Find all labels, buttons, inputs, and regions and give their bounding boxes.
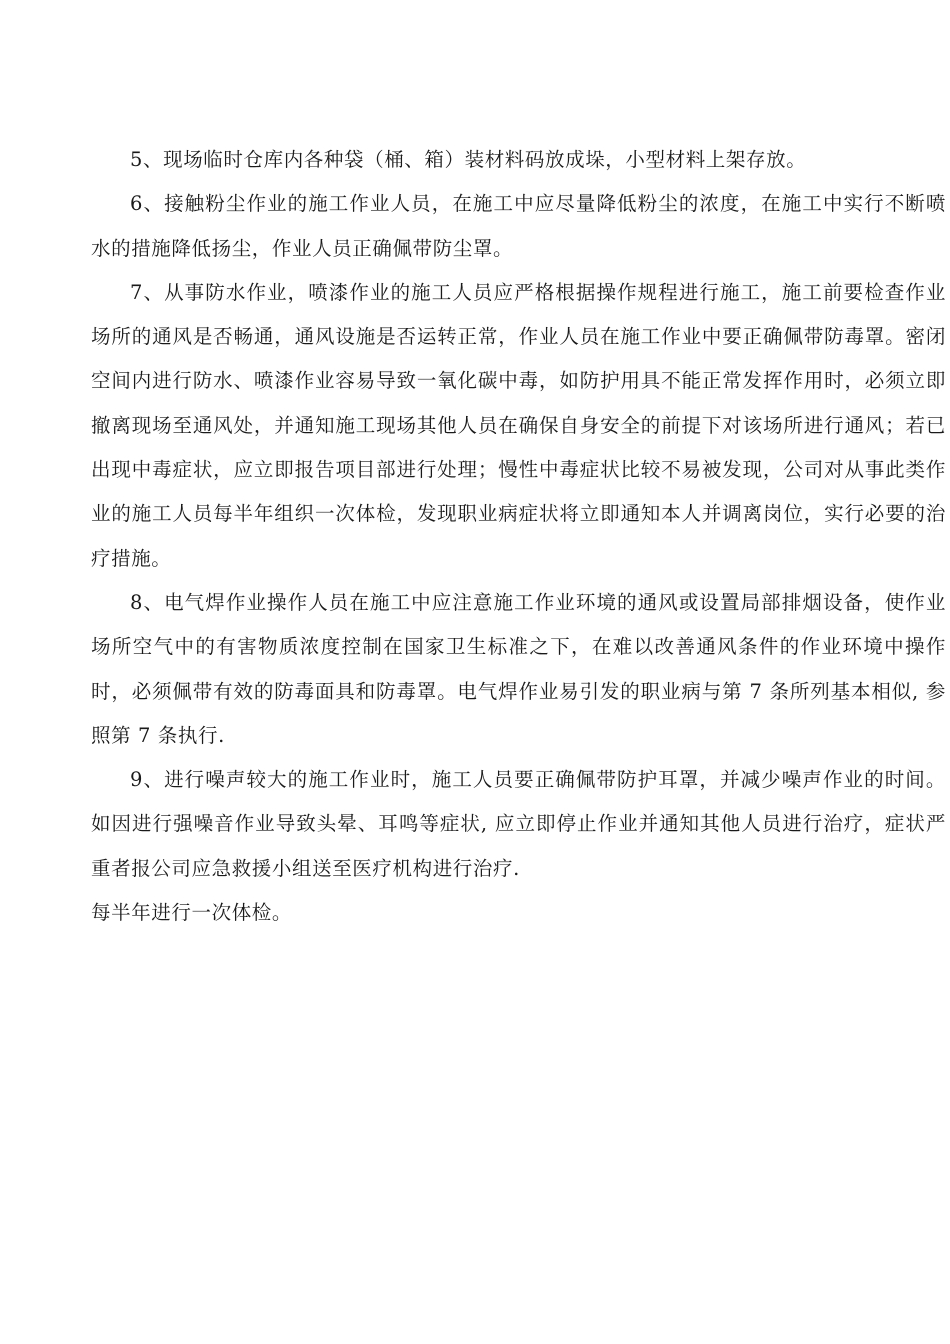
paragraph-item-9: 9、进行噪声较大的施工作业时，施工人员要正确佩带防护耳罩，并减少噪声作业的时间。如因进行强噪音作业导致头晕、耳鸣等症状, 应立即停止作业并通知其他人员进行治疗，症状严重者报公司应急救援小组送至医疗机构进行治疗. xyxy=(91,768,946,880)
paragraph-item-6: 6、接触粉尘作业的施工作业人员，在施工中应尽量降低粉尘的浓度，在施工中实行不断喷水的措施降低扬尘，作业人员正确佩带防尘罩。 xyxy=(91,192,946,260)
closing-note: 每半年进行一次体检。 xyxy=(91,901,293,925)
document-body xyxy=(91,138,946,935)
paragraph-item-7: 7、从事防水作业，喷漆作业的施工人员应严格根据操作规程进行施工，施工前要检查作业场所的通风是否畅通，通风设施是否运转正常，作业人员在施工作业中要正确佩带防毒罩。密闭空间内进行防水、喷漆作业容易导致一氧化碳中毒，如防护用具不能正常发挥作用时，必须立即撤离现场至通风处，并通知施工现场其他人员在确保自身安全的前提下对该场所进行通风；若已出现中毒症状，应立即报告项目部进行处理；慢性中毒症状比较不易被发现，公司对从事此类作业的施工人员每半年组织一次体检，发现职业病症状将立即通知本人并调离岗位，实行必要的治疗措施。 xyxy=(91,280,946,570)
paragraph-item-8: 8、电气焊作业操作人员在施工中应注意施工作业环境的通风或设置局部排烟设备，使作业场所空气中的有害物质浓度控制在国家卫生标准之下，在难以改善通风条件的作业环境中操作时，必须佩带有效的防毒面具和防毒罩。电气焊作业易引发的职业病与第 7 条所列基本相似, 参照第 7 条执行. xyxy=(91,590,946,747)
paragraph-item-5: 5、现场临时仓库内各种袋（桶、箱）装材料码放成垛，小型材料上架存放。 xyxy=(130,148,807,171)
